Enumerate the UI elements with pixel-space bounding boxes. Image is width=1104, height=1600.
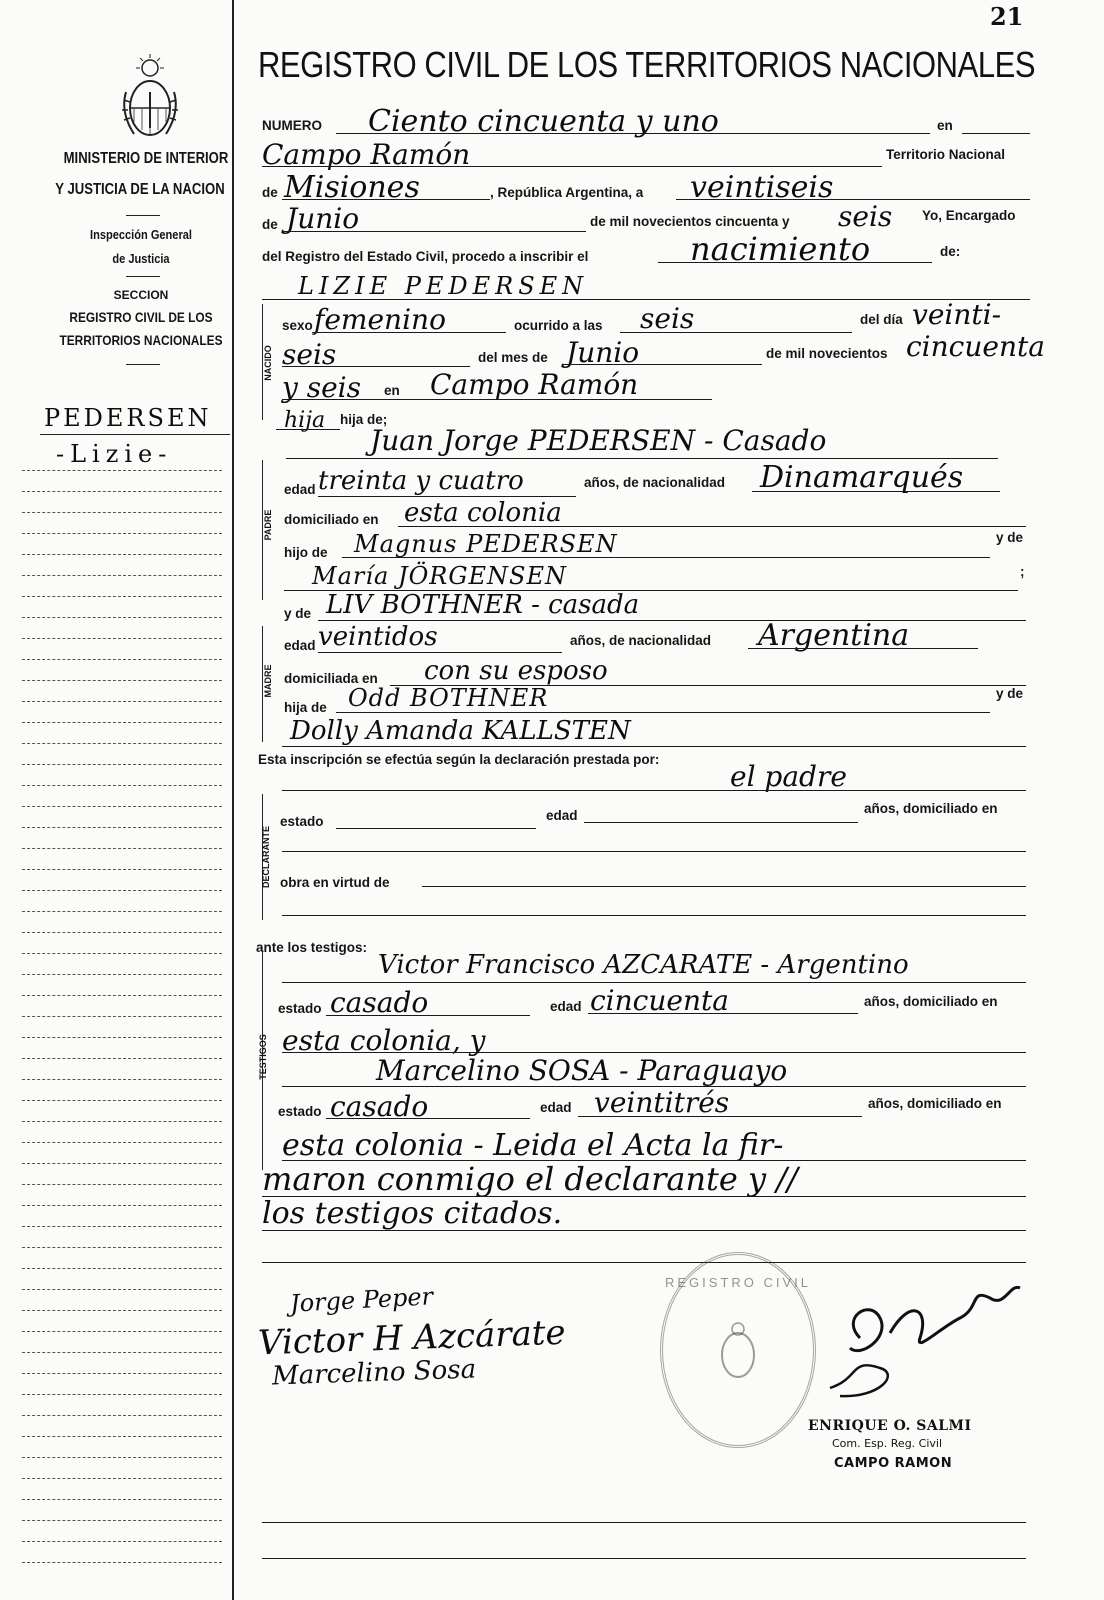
- section-line-3: TERRITORIOS NACIONALES: [59, 332, 223, 348]
- testigo1-value: Victor Francisco AZCARATE - Argentino: [378, 950, 909, 980]
- cierre-line-3: los testigos citados.: [262, 1196, 563, 1231]
- seal-emblem-icon: [715, 1321, 761, 1381]
- padre-edad-label: edad: [284, 482, 316, 497]
- cierre-rule-4: [262, 1262, 1026, 1263]
- testigo1-line: [282, 982, 1026, 983]
- dia-value-2: seis: [282, 338, 337, 371]
- madre-label: MADRE: [263, 664, 273, 698]
- esta-inscripcion-label: Esta inscripción se efectúa según la declaración prestada por:: [258, 752, 660, 767]
- margin-note-line: [22, 974, 222, 975]
- sidebar-rule-1: [126, 215, 160, 216]
- margin-note-line: [22, 827, 222, 828]
- page-title: REGISTRO CIVIL DE LOS TERRITORIOS NACIONALES: [258, 44, 1036, 85]
- de-label-2: de: [262, 217, 278, 232]
- margin-note-line: [22, 743, 222, 744]
- madre-domicilio-value: con su esposo: [424, 656, 608, 686]
- stamp-name: ENRIQUE O. SALMI: [808, 1418, 972, 1434]
- declarante-line-2: [282, 851, 1026, 852]
- margin-note-line: [22, 785, 222, 786]
- nacido-label: NACIDO: [263, 345, 273, 381]
- coat-of-arms-icon: [116, 52, 184, 142]
- testigo1-edad-label: edad: [550, 999, 582, 1014]
- testigos-label: TESTIGOS: [258, 1034, 268, 1080]
- nombre-value: LIZIE PEDERSEN: [298, 272, 589, 300]
- padre-nacionalidad-line: [752, 491, 1000, 492]
- margin-note-line: [22, 764, 222, 765]
- margin-note-line: [22, 1562, 222, 1563]
- margin-note-line: [22, 659, 222, 660]
- madre-padre-value: Odd BOTHNER: [348, 684, 549, 712]
- semicolon-label: ;: [1020, 564, 1025, 579]
- territorio-nacional-label: Territorio Nacional: [886, 147, 1006, 162]
- margin-note-line: [22, 1037, 222, 1038]
- sidebar-rule-3: [126, 364, 160, 365]
- padre-edad-line: [318, 496, 576, 497]
- testigo2-edad-label: edad: [540, 1100, 572, 1115]
- del-mes-label: del mes de: [478, 350, 548, 365]
- margin-note-line: [22, 953, 222, 954]
- padre-nombre-line: [286, 458, 998, 459]
- section-line-2: REGISTRO CIVIL DE LOS: [69, 309, 213, 325]
- inspection-line-2: de Justicia: [112, 251, 170, 266]
- madre-nombre-line: [318, 620, 1026, 621]
- margin-note-line: [22, 1373, 222, 1374]
- margin-note-line: [22, 848, 222, 849]
- territorio-line: [282, 199, 490, 200]
- page-number: 21: [990, 2, 1024, 31]
- testigo1-estado-line: [326, 1015, 530, 1016]
- madre-edad-line: [318, 652, 562, 653]
- y-de-label-2: y de: [284, 606, 312, 621]
- numero-label: NUMERO: [262, 118, 322, 133]
- testigo2-value: Marcelino SOSA - Paraguayo: [376, 1054, 788, 1087]
- signature-2: Victor H Azcárate: [257, 1312, 567, 1364]
- madre-nacionalidad-label: años, de nacionalidad: [570, 633, 712, 648]
- margin-note-line: [22, 512, 222, 513]
- signature-3: Marcelino Sosa: [271, 1354, 477, 1392]
- margin-note-line: [22, 932, 222, 933]
- testigo2-domicilio-label: años, domiciliado en: [868, 1096, 1002, 1111]
- madre-edad-label: edad: [284, 638, 316, 653]
- margin-note-line: [22, 1058, 222, 1059]
- ocurrido-label: ocurrido a las: [514, 318, 603, 333]
- margin-note-line: [22, 1205, 222, 1206]
- declarante-domicilio-label: años, domiciliado en: [864, 801, 998, 816]
- padre-domicilio-line: [398, 526, 1026, 527]
- margin-note-line: [22, 1121, 222, 1122]
- margin-note-line: [22, 1016, 222, 1017]
- obra-line: [422, 886, 1026, 887]
- de-colon-label: de:: [940, 244, 961, 259]
- testigo2-estado-value: casado: [330, 1090, 429, 1123]
- sexo-label: sexo: [282, 318, 313, 333]
- margin-note-line: [22, 1184, 222, 1185]
- ministry-line-1: MINISTERIO DE INTERIOR: [63, 150, 229, 167]
- fecha-dia-value: veintiseis: [690, 170, 834, 205]
- ano-value-2: y seis: [282, 371, 361, 404]
- declarante-edad-label: edad: [546, 808, 578, 823]
- margin-note-line: [22, 1352, 222, 1353]
- margin-surname: PEDERSEN: [44, 404, 212, 432]
- stamp-title: Com. Esp. Reg. Civil: [832, 1437, 943, 1450]
- margin-note-line: [22, 491, 222, 492]
- declarante-estado-line: [336, 828, 536, 829]
- margin-note-line: [22, 1268, 222, 1269]
- padre-domicilio-value: esta colonia: [404, 498, 562, 528]
- acto-line: [658, 262, 932, 263]
- testigo2-estado-label: estado: [278, 1104, 322, 1119]
- madre-padre-line: [336, 712, 990, 713]
- lugar-nacimiento-line: [282, 399, 712, 400]
- obra-en-virtud-label: obra en virtud de: [280, 875, 390, 890]
- margin-note-line: [22, 1478, 222, 1479]
- padre-nacionalidad-label: años, de nacionalidad: [584, 475, 726, 490]
- stamp-place: CAMPO RAMON: [834, 1456, 953, 1471]
- testigo2-edad-line: [578, 1116, 862, 1117]
- margin-note-line: [22, 554, 222, 555]
- padre-padre-value: Magnus PEDERSEN: [354, 530, 618, 558]
- ministry-line-2: Y JUSTICIA DE LA NACION: [55, 181, 225, 198]
- dia-line-2: [282, 366, 470, 367]
- margin-note-line: [22, 1163, 222, 1164]
- margin-note-line: [22, 1100, 222, 1101]
- official-signature-icon: [820, 1278, 1030, 1408]
- padre-nombre-value: Juan Jorge PEDERSEN - Casado: [370, 424, 827, 457]
- testigo1-domicilio-label: años, domiciliado en: [864, 994, 998, 1009]
- margin-note-line: [22, 1289, 222, 1290]
- mes-line: [562, 364, 762, 365]
- madre-edad-value: veintidos: [318, 622, 438, 652]
- margin-note-line: [22, 995, 222, 996]
- margin-note-line: [22, 1247, 222, 1248]
- testigo2-estado-line: [326, 1118, 530, 1119]
- madre-madre-value: Dolly Amanda KALLSTEN: [290, 716, 631, 746]
- margin-note-line: [22, 638, 222, 639]
- ano-value-1: cincuenta: [906, 330, 1045, 363]
- testigo1-domicilio-value: esta colonia, y: [282, 1024, 486, 1057]
- inspection-line-1: Inspección General: [90, 227, 192, 242]
- testigo1-estado-value: casado: [330, 986, 429, 1019]
- bottom-rule: [262, 1522, 1026, 1523]
- mil-novecientos-cincuenta-label: de mil novecientos cincuenta y: [590, 214, 790, 229]
- y-de-label-1: y de: [996, 530, 1024, 545]
- sidebar-rule-2: [126, 276, 160, 277]
- padre-label: PADRE: [263, 509, 273, 541]
- padre-edad-value: treinta y cuatro: [318, 466, 524, 496]
- hija-line: [276, 429, 340, 430]
- cierre-line-1: esta colonia - Leida el Acta la fir-: [282, 1128, 784, 1163]
- lugar-value: Campo Ramón: [262, 138, 471, 171]
- margin-note-line: [22, 1457, 222, 1458]
- margin-note-line: [22, 617, 222, 618]
- margin-note-line: [22, 722, 222, 723]
- declarante-line-1: [282, 790, 1026, 791]
- dia-value-1: veinti-: [912, 298, 1002, 331]
- republica-label: , República Argentina, a: [490, 185, 644, 200]
- testigo2-edad-value: veintitrés: [594, 1086, 730, 1119]
- margin-note-line: [22, 1226, 222, 1227]
- hija-de-label: hija de;: [340, 412, 388, 427]
- cierre-line-2: maron conmigo el declarante y //: [262, 1160, 798, 1198]
- section-line-1: SECCION: [113, 288, 169, 302]
- declarante-line-3: [282, 915, 1026, 916]
- madre-domicilio-label: domiciliada en: [284, 671, 378, 686]
- sexo-value: femenino: [314, 303, 446, 336]
- margin-note-line: [22, 1331, 222, 1332]
- hora-value: seis: [640, 302, 695, 335]
- mes-value: Junio: [566, 336, 640, 369]
- madre-madre-line: [282, 746, 1026, 747]
- padre-padre-line: [342, 557, 990, 558]
- cierre-rule-3: [262, 1230, 1026, 1231]
- madre-nacionalidad-line: [748, 648, 978, 649]
- del-registro-label: del Registro del Estado Civil, procedo a inscribir el: [262, 249, 589, 264]
- margin-note-line: [22, 890, 222, 891]
- registry-seal: [660, 1252, 816, 1448]
- seal-text: REGISTRO CIVIL: [664, 1275, 812, 1290]
- declarante-estado-label: estado: [280, 814, 324, 829]
- padre-madre-value: María JÖRGENSEN: [312, 562, 567, 590]
- ante-testigos-label: ante los testigos:: [256, 940, 368, 955]
- margin-note-line: [22, 680, 222, 681]
- testigo1-edad-value: cincuenta: [590, 984, 729, 1017]
- testigo1-estado-label: estado: [278, 1001, 322, 1016]
- margin-note-line: [22, 575, 222, 576]
- en-line: [962, 133, 1030, 134]
- padre-nacionalidad-value: Dinamarqués: [760, 460, 964, 495]
- fecha-mes-value: Junio: [286, 202, 360, 235]
- hora-line: [620, 332, 852, 333]
- margin-note-line: [22, 701, 222, 702]
- numero-value: Ciento cincuenta y uno: [368, 104, 719, 139]
- lugar-nacimiento-value: Campo Ramón: [430, 368, 639, 401]
- margin-note-line: [22, 533, 222, 534]
- fecha-ano-value: seis: [838, 200, 893, 233]
- en-label-2: en: [384, 383, 400, 398]
- margin-note-line: [22, 1415, 222, 1416]
- madre-nombre-value: LIV BOTHNER - casada: [326, 590, 640, 620]
- sexo-line: [312, 332, 506, 333]
- declarante-label: DECLARANTE: [261, 826, 271, 888]
- testigo1-domicilio-line: [282, 1052, 1026, 1053]
- margin-note-line: [22, 1541, 222, 1542]
- testigo1-edad-line: [588, 1013, 858, 1014]
- mil-novecientos-label: de mil novecientos: [766, 346, 888, 361]
- lugar-line: [262, 166, 882, 167]
- del-dia-label: del día: [860, 312, 903, 327]
- padre-domicilio-label: domiciliado en: [284, 512, 379, 527]
- margin-note-line: [22, 911, 222, 912]
- de-label-1: de: [262, 185, 278, 200]
- declarante-edad-line: [584, 822, 858, 823]
- fecha-mes-line: [282, 231, 586, 232]
- madre-nacionalidad-value: Argentina: [758, 618, 910, 653]
- margin-note-line: [22, 1520, 222, 1521]
- declarante-value: el padre: [730, 760, 847, 793]
- hija-value: hija: [284, 408, 326, 433]
- margin-note-line: [22, 1436, 222, 1437]
- margin-rule: [40, 434, 230, 435]
- margin-divider: [232, 0, 234, 1600]
- territorio-value: Misiones: [284, 170, 420, 205]
- margin-note-line: [22, 869, 222, 870]
- margin-note-line: [22, 1079, 222, 1080]
- margin-note-line: [22, 1310, 222, 1311]
- yo-encargado-label: Yo, Encargado: [922, 208, 1016, 223]
- bottom-rule-2: [262, 1558, 1026, 1559]
- margin-note-line: [22, 1142, 222, 1143]
- margin-note-line: [22, 806, 222, 807]
- margin-note-line: [22, 1394, 222, 1395]
- margin-given-name: -Lizie-: [56, 440, 173, 468]
- margin-note-line: [22, 1499, 222, 1500]
- hijo-de-label: hijo de: [284, 545, 328, 560]
- numero-line: [336, 133, 930, 134]
- acto-value: nacimiento: [690, 230, 871, 268]
- y-de-label-3: y de: [996, 686, 1024, 701]
- margin-note-line: [22, 470, 222, 471]
- margin-note-line: [22, 596, 222, 597]
- en-label: en: [937, 118, 953, 133]
- signature-1: Jorge Peper: [289, 1282, 434, 1318]
- hija-de-label-2: hija de: [284, 700, 327, 715]
